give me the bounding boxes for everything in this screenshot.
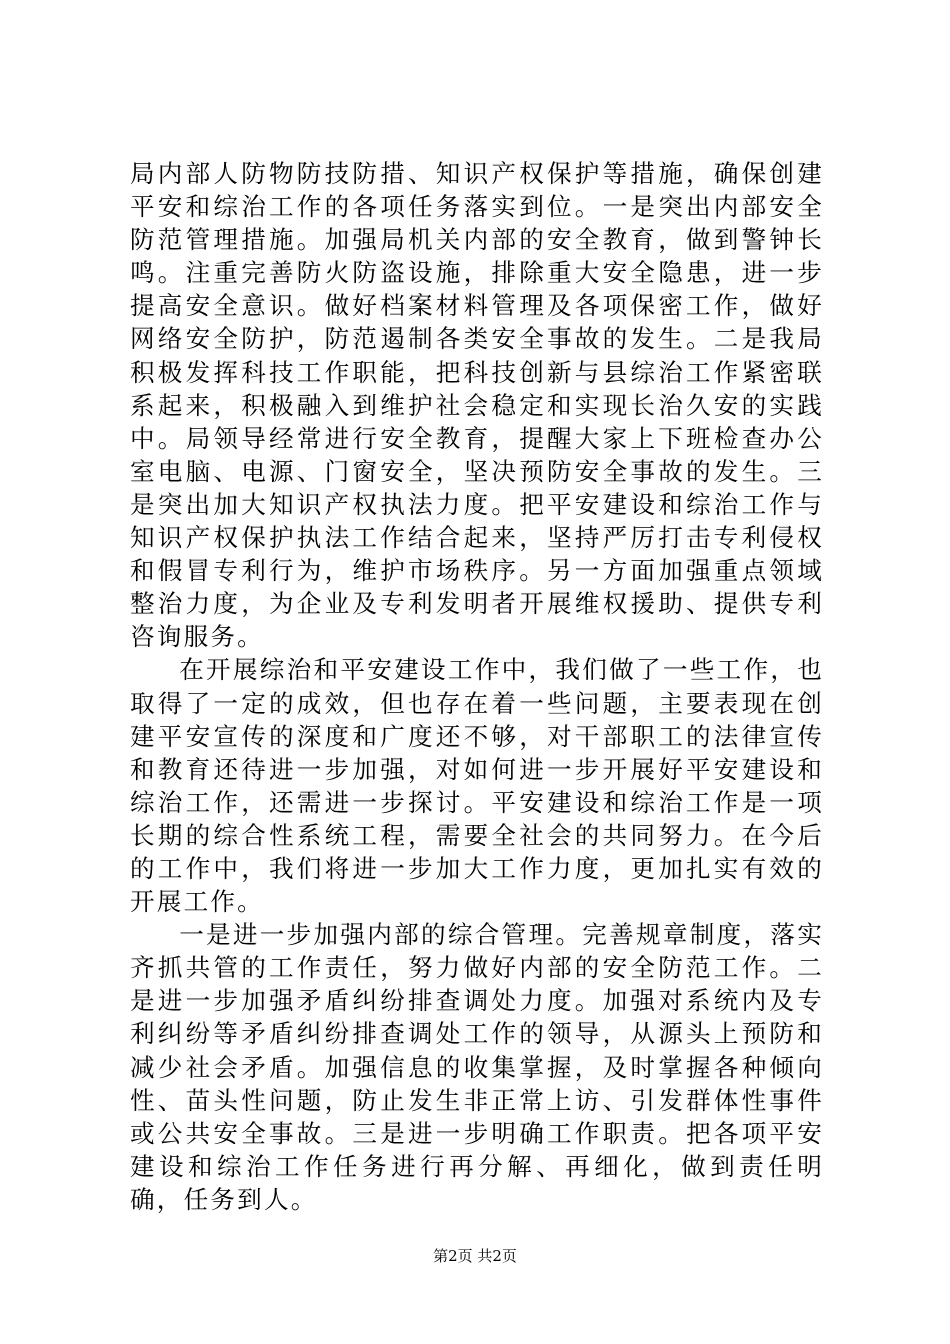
paragraph: 一是进一步加强内部的综合管理。完善规章制度，落实齐抓共管的工作责任，努力做好内部的安全防范工作。二是进一步加强矛盾纠纷排查调处力度。加强对系统内及专利纠纷等矛盾纠纷排查调处工作的领导，从源头上预防和减少社会矛盾。加强信息的收集掌握，及时掌握各种倾向性、苗头性问题，防止发生非正常上访、引发群体性事件或公共安全事故。三是进一步明确工作职责。把各项平安建设和综治工作任务进行再分解、再细化，做到责任明确，任务到人。 [130, 920, 824, 1214]
document-body [130, 157, 824, 1216]
paragraph: 在开展综治和平安建设工作中，我们做了一些工作，也取得了一定的成效，但也存在着一些问题，主要表现在创建平安宣传的深度和广度还不够，对干部职工的法律宣传和教育还待进一步加强，对如何进一步开展好平安建设和综治工作，还需进一步探讨。平安建设和综治工作是一项长期的综合性系统工程，需要全社会的共同努力。在今后的工作中，我们将进一步加大工作力度，更加扎实有效的开展工作。 [130, 655, 824, 917]
paragraph-continued: 局内部人防物防技防措、知识产权保护等措施，确保创建平安和综治工作的各项任务落实到位。一是突出内部安全防范管理措施。加强局机关内部的安全教育，做到警钟长鸣。注重完善防火防盗设施，排除重大安全隐患，进一步提高安全意识。做好档案材料管理及各项保密工作，做好网络安全防护，防范遏制各类安全事故的发生。二是我局积极发挥科技工作职能，把科技创新与县综治工作紧密联系起来，积极融入到维护社会稳定和实现长治久安的实践中。局领导经常进行安全教育，提醒大家上下班检查办公室电脑、电源、门窗安全，坚决预防安全事故的发生。三是突出加大知识产权执法力度。把平安建设和综治工作与知识产权保护执法工作结合起来，坚持严厉打击专利侵权和假冒专利行为，维护市场秩序。另一方面加强重点领域整治力度，为企业及专利发明者开展维权援助、提供专利咨询服务。 [130, 159, 824, 652]
page-number-footer: 第2页 共2页 [433, 1247, 517, 1265]
